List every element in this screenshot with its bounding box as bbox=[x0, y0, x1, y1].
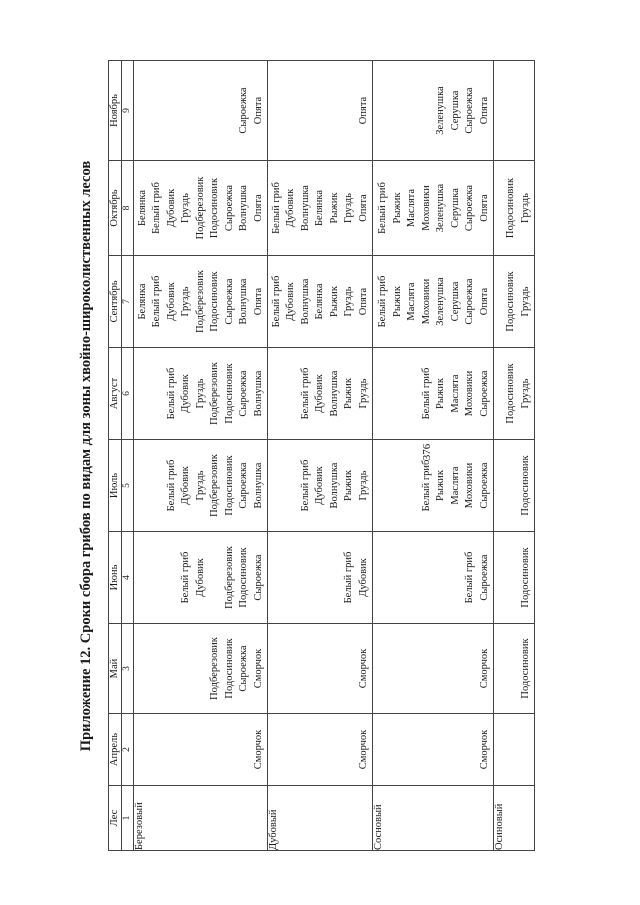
species-item: Дубовик bbox=[314, 374, 325, 413]
species-list bbox=[373, 440, 493, 531]
table-row bbox=[373, 61, 494, 851]
species-item: Моховики bbox=[464, 370, 475, 417]
species-item: Рыжик bbox=[391, 192, 403, 224]
column-header: Октябрь bbox=[109, 161, 122, 256]
column-number: 3 bbox=[122, 624, 134, 714]
species-item: Дубовик bbox=[194, 558, 206, 597]
month-cell bbox=[134, 348, 268, 440]
species-item: Подберезовик bbox=[194, 270, 206, 333]
species-item: Белянка bbox=[136, 283, 148, 320]
month-cell bbox=[494, 440, 535, 532]
species-item: Сыроежка bbox=[238, 645, 249, 692]
species-item: Рыжик bbox=[343, 378, 354, 409]
month-cell bbox=[373, 440, 494, 532]
species-item: Зеленушка bbox=[435, 86, 446, 135]
species-list bbox=[268, 714, 372, 785]
species-item: Дубовик bbox=[314, 466, 325, 505]
species-item: Белянка bbox=[314, 190, 325, 226]
species-item: Дубовик bbox=[180, 466, 191, 505]
table-row bbox=[494, 61, 535, 851]
species-item: Дубовик bbox=[357, 558, 369, 597]
species-list bbox=[134, 348, 267, 439]
species-list bbox=[268, 61, 372, 160]
species-item: Дубовик bbox=[165, 282, 177, 321]
species-item: Сыроежка bbox=[464, 184, 475, 232]
species-list bbox=[373, 714, 493, 785]
species-item: Подберезовик bbox=[223, 546, 235, 609]
species-item: Маслята bbox=[449, 466, 461, 505]
species-list bbox=[268, 624, 372, 713]
species-list bbox=[268, 256, 372, 347]
species-item: Белый гриб bbox=[165, 367, 177, 420]
species-item: Сморчок bbox=[357, 648, 369, 689]
table-body bbox=[134, 61, 535, 851]
column-header: Август bbox=[109, 348, 122, 440]
month-cell bbox=[373, 532, 494, 624]
month-cell bbox=[268, 714, 373, 786]
species-item: Опята bbox=[252, 96, 264, 125]
species-item: Сыроежка bbox=[252, 554, 264, 601]
species-item: Подосиновик bbox=[223, 455, 235, 516]
page-title: Приложение 12. Сроки сбора грибов по видам для зоны хвойно-широколиственных лесов bbox=[78, 160, 94, 752]
species-list bbox=[373, 348, 493, 439]
species-list bbox=[134, 61, 267, 160]
month-cell bbox=[268, 532, 373, 624]
species-item: Сыроежка bbox=[238, 87, 249, 134]
species-item: Рыжик bbox=[328, 286, 340, 317]
mushroom-schedule-table bbox=[108, 60, 535, 851]
species-item: Подберезовик bbox=[194, 176, 206, 240]
species-item: Серушка bbox=[449, 281, 461, 322]
species-item: Дубовик bbox=[285, 188, 296, 228]
species-item: Груздь bbox=[357, 470, 369, 501]
species-item: Волнушка bbox=[299, 185, 311, 231]
species-item: Сыроежка bbox=[478, 554, 490, 601]
month-cell bbox=[134, 714, 268, 786]
month-cell bbox=[268, 348, 373, 440]
species-item: Маслята bbox=[406, 188, 417, 228]
species-list bbox=[373, 532, 493, 623]
species-list bbox=[268, 348, 372, 439]
rotated-page-content bbox=[74, 61, 614, 851]
species-item: Подосиновик bbox=[209, 177, 220, 239]
column-number-row bbox=[122, 61, 134, 851]
month-cell bbox=[134, 624, 268, 714]
species-item: Белый гриб bbox=[420, 459, 432, 512]
species-item: Волнушка bbox=[238, 278, 249, 325]
forest-cell: Дубовый bbox=[268, 786, 373, 851]
species-item: Подосиновик bbox=[223, 638, 235, 699]
month-cell bbox=[373, 256, 494, 348]
species-item: Волнушка bbox=[328, 370, 340, 417]
species-item: Белый гриб bbox=[151, 182, 162, 234]
month-cell bbox=[373, 161, 494, 256]
species-item: Зеленушка bbox=[435, 183, 446, 233]
column-number: 5 bbox=[122, 440, 134, 532]
species-list bbox=[134, 161, 267, 255]
species-list bbox=[494, 61, 534, 160]
species-list bbox=[494, 256, 534, 347]
species-list bbox=[134, 714, 267, 785]
species-list bbox=[134, 256, 267, 347]
species-item: Рыжик bbox=[343, 470, 354, 501]
species-item: Дубовик bbox=[285, 282, 296, 321]
species-item: Белый гриб bbox=[299, 459, 311, 512]
species-item: Сморчок bbox=[478, 648, 490, 689]
column-header: Ноябрь bbox=[109, 61, 122, 161]
month-cell bbox=[134, 256, 268, 348]
month-cell bbox=[494, 256, 535, 348]
month-cell bbox=[268, 256, 373, 348]
month-cell bbox=[268, 624, 373, 714]
species-list bbox=[134, 532, 267, 623]
species-item: Сморчок bbox=[252, 729, 264, 770]
month-cell bbox=[494, 161, 535, 256]
species-item: Волнушка bbox=[252, 462, 264, 509]
species-item: Опята bbox=[357, 194, 369, 222]
species-list bbox=[494, 714, 534, 785]
month-cell bbox=[134, 532, 268, 624]
species-item: Рыжик bbox=[435, 470, 446, 501]
month-cell bbox=[494, 714, 535, 786]
column-header: Апрель bbox=[109, 714, 122, 786]
month-cell bbox=[268, 440, 373, 532]
month-cell bbox=[134, 61, 268, 161]
column-number: 6 bbox=[122, 348, 134, 440]
month-cell bbox=[268, 161, 373, 256]
species-item: Сыроежка bbox=[223, 184, 235, 232]
species-item: Белый гриб bbox=[270, 182, 282, 234]
month-cell bbox=[494, 348, 535, 440]
species-list bbox=[494, 624, 534, 713]
species-item: Опята bbox=[478, 96, 490, 125]
species-list bbox=[268, 440, 372, 531]
species-item: Подосиновик bbox=[505, 177, 516, 239]
month-cell bbox=[494, 61, 535, 161]
month-cell bbox=[373, 348, 494, 440]
species-item: Серушка bbox=[449, 90, 461, 131]
species-item: Груздь bbox=[194, 378, 206, 409]
species-item: Белянка bbox=[136, 190, 148, 226]
species-item: Подберезовик bbox=[209, 362, 220, 425]
species-item: Опята bbox=[252, 194, 264, 222]
species-item: Рыжик bbox=[328, 192, 340, 224]
species-item: Белый гриб bbox=[464, 551, 475, 604]
species-item: Опята bbox=[478, 287, 490, 316]
column-header: Май bbox=[109, 624, 122, 714]
species-item: Подосиновик bbox=[238, 547, 249, 608]
species-item: Волнушка bbox=[238, 185, 249, 231]
column-number: 9 bbox=[122, 61, 134, 161]
month-cell bbox=[134, 161, 268, 256]
species-item: Подосиновик bbox=[519, 455, 531, 516]
species-item: Подосиновик bbox=[519, 547, 531, 608]
species-item: Сыроежка bbox=[464, 87, 475, 134]
species-list bbox=[373, 61, 493, 160]
month-cell bbox=[373, 624, 494, 714]
month-cell bbox=[494, 532, 535, 624]
species-item: Опята bbox=[252, 287, 264, 316]
species-item: Волнушка bbox=[252, 370, 264, 417]
column-header: Июль bbox=[109, 440, 122, 532]
column-header: Июнь bbox=[109, 532, 122, 624]
species-item: Подосиновик bbox=[209, 271, 220, 332]
species-item: Белянка bbox=[314, 283, 325, 320]
species-item: Белый гриб bbox=[180, 551, 191, 604]
month-cell bbox=[268, 61, 373, 161]
species-item: Моховики bbox=[420, 185, 432, 231]
species-item: Белый гриб bbox=[299, 367, 311, 420]
species-item: Белый гриб bbox=[343, 551, 354, 604]
species-item: Сыроежка bbox=[478, 370, 490, 417]
species-list bbox=[373, 256, 493, 347]
species-item: Груздь bbox=[194, 470, 206, 501]
species-item: Подберезовик bbox=[209, 637, 220, 700]
species-list bbox=[268, 161, 372, 255]
species-item: Маслята bbox=[406, 282, 417, 321]
header-row bbox=[109, 61, 122, 851]
species-list bbox=[494, 440, 534, 531]
month-cell bbox=[494, 624, 535, 714]
species-list bbox=[134, 440, 267, 531]
column-number: 4 bbox=[122, 532, 134, 624]
species-item: Белый гриб bbox=[377, 182, 388, 234]
forest-cell: Осиновый bbox=[494, 786, 535, 851]
species-item: Сыроежка bbox=[238, 462, 249, 509]
species-item: Сыроежка bbox=[478, 462, 490, 509]
species-item: Груздь bbox=[180, 193, 191, 223]
species-item: Белый гриб bbox=[165, 459, 177, 512]
species-item: Опята bbox=[357, 96, 369, 125]
species-item: Подосиновик bbox=[505, 363, 516, 424]
species-item: Груздь bbox=[519, 378, 531, 409]
table-row bbox=[268, 61, 373, 851]
species-item: Маслята bbox=[449, 374, 461, 413]
table-row bbox=[134, 61, 268, 851]
species-list bbox=[373, 624, 493, 713]
month-cell bbox=[373, 61, 494, 161]
species-item: Подосиновик bbox=[505, 271, 516, 332]
species-item: Рыжик bbox=[435, 378, 446, 409]
species-item: Груздь bbox=[180, 286, 191, 317]
species-list bbox=[494, 348, 534, 439]
species-item: Зеленушка bbox=[435, 277, 446, 326]
species-item: Сморчок bbox=[357, 729, 369, 770]
species-item: Рыжик bbox=[391, 286, 403, 317]
species-item: Волнушка bbox=[299, 278, 311, 325]
species-item: Белый гриб bbox=[377, 275, 388, 328]
species-item: Моховики bbox=[420, 278, 432, 325]
species-item: Сморчок bbox=[252, 648, 264, 689]
species-item: Опята bbox=[478, 194, 490, 222]
species-item bbox=[208, 576, 223, 579]
species-item: Груздь bbox=[519, 193, 531, 223]
species-item: Груздь bbox=[519, 286, 531, 317]
column-number: 8 bbox=[122, 161, 134, 256]
species-item: Дубовик bbox=[165, 188, 177, 228]
species-item: Серушка bbox=[449, 188, 461, 228]
column-header: Сентябрь bbox=[109, 256, 122, 348]
species-item: Сыроежка bbox=[238, 370, 249, 417]
species-list bbox=[268, 532, 372, 623]
page-number: 376 bbox=[421, 443, 433, 461]
species-item: Сыроежка bbox=[223, 278, 235, 325]
species-item: Подосиновик bbox=[223, 363, 235, 424]
species-item: Опята bbox=[357, 287, 369, 316]
species-item: Подосиновик bbox=[519, 638, 531, 699]
species-item: Белый гриб bbox=[151, 275, 162, 328]
species-list bbox=[494, 161, 534, 255]
column-number: 7 bbox=[122, 256, 134, 348]
column-header: Лес bbox=[109, 786, 122, 851]
species-item: Сыроежка bbox=[464, 278, 475, 325]
species-item: Белый гриб bbox=[270, 275, 282, 328]
species-item: Моховики bbox=[464, 462, 475, 509]
species-item: Сморчок bbox=[478, 729, 490, 770]
month-cell bbox=[373, 714, 494, 786]
column-number: 1 bbox=[122, 786, 134, 851]
forest-cell: Березовый bbox=[134, 786, 268, 851]
month-cell bbox=[134, 440, 268, 532]
species-item: Белый гриб bbox=[420, 367, 432, 420]
species-item: Волнушка bbox=[328, 462, 340, 509]
species-list bbox=[134, 624, 267, 713]
species-list bbox=[373, 161, 493, 255]
species-item: Груздь bbox=[343, 193, 354, 223]
species-list bbox=[494, 532, 534, 623]
species-item: Груздь bbox=[357, 378, 369, 409]
species-item: Дубовик bbox=[180, 374, 191, 413]
column-number: 2 bbox=[122, 714, 134, 786]
species-item: Груздь bbox=[343, 286, 354, 317]
forest-cell: Сосновый bbox=[373, 786, 494, 851]
species-item: Подберезовик bbox=[209, 454, 220, 517]
